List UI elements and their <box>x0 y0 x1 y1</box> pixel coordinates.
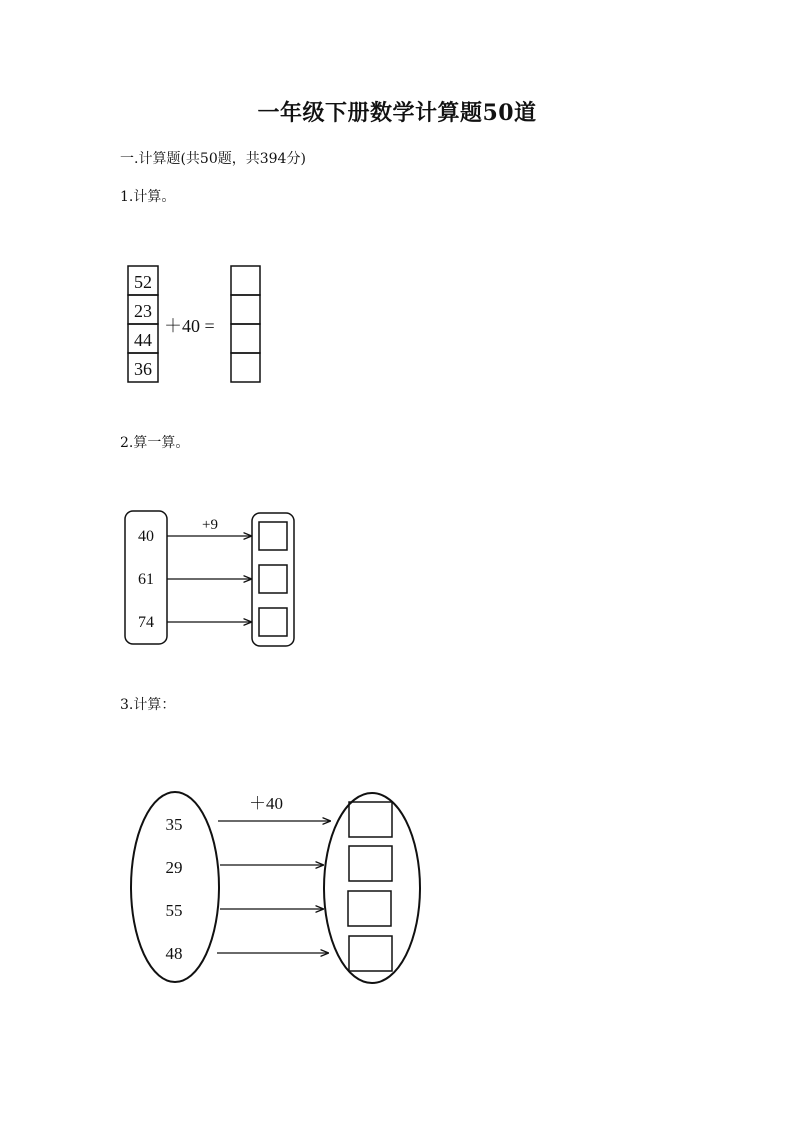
q3-answer-box[interactable] <box>349 802 392 837</box>
question-1-figure <box>120 260 280 390</box>
q2-answer-box[interactable] <box>259 522 287 550</box>
question-3-label: 3.计算： <box>120 697 176 713</box>
page-title: 一年级下册数学计算题50道 <box>257 100 537 126</box>
question-1-label: 1.计算。 <box>120 189 176 205</box>
q1-answer-column <box>231 266 260 382</box>
q3-answer-box[interactable] <box>349 936 392 971</box>
q3-answer-box[interactable] <box>349 846 392 881</box>
q3-answer-box[interactable] <box>348 891 391 926</box>
section-heading: 一.计算题(共50题，共394分) <box>120 151 306 167</box>
q3-input-value: 35 <box>165 815 183 834</box>
q1-input-value: 52 <box>134 272 152 292</box>
q3-input-value: 29 <box>165 858 183 877</box>
q2-input-value: 40 <box>138 528 154 545</box>
q2-input-value: 74 <box>138 614 154 631</box>
q3-input-value: 55 <box>165 901 183 920</box>
q1-answer-box[interactable] <box>231 353 260 382</box>
question-2-figure <box>120 505 310 655</box>
q3-operation: ＋40 <box>249 794 283 813</box>
q2-answer-box[interactable] <box>259 608 287 636</box>
q1-answer-box[interactable] <box>231 324 260 353</box>
q1-input-value: 36 <box>134 359 152 379</box>
q1-input-value: 44 <box>134 330 152 350</box>
q1-operation: ＋40 = <box>164 316 215 336</box>
q1-input-value: 23 <box>134 301 152 321</box>
q2-answer-box[interactable] <box>259 565 287 593</box>
q2-operation: +9 <box>202 517 218 533</box>
q3-input-value: 48 <box>165 944 183 963</box>
question-3-figure <box>120 785 430 990</box>
q1-answer-box[interactable] <box>231 295 260 324</box>
question-2-label: 2.算一算。 <box>120 435 190 451</box>
q3-answer-ellipse <box>324 793 420 983</box>
q1-answer-box[interactable] <box>231 266 260 295</box>
q2-input-value: 61 <box>138 571 154 588</box>
q1-input-column <box>128 266 158 382</box>
